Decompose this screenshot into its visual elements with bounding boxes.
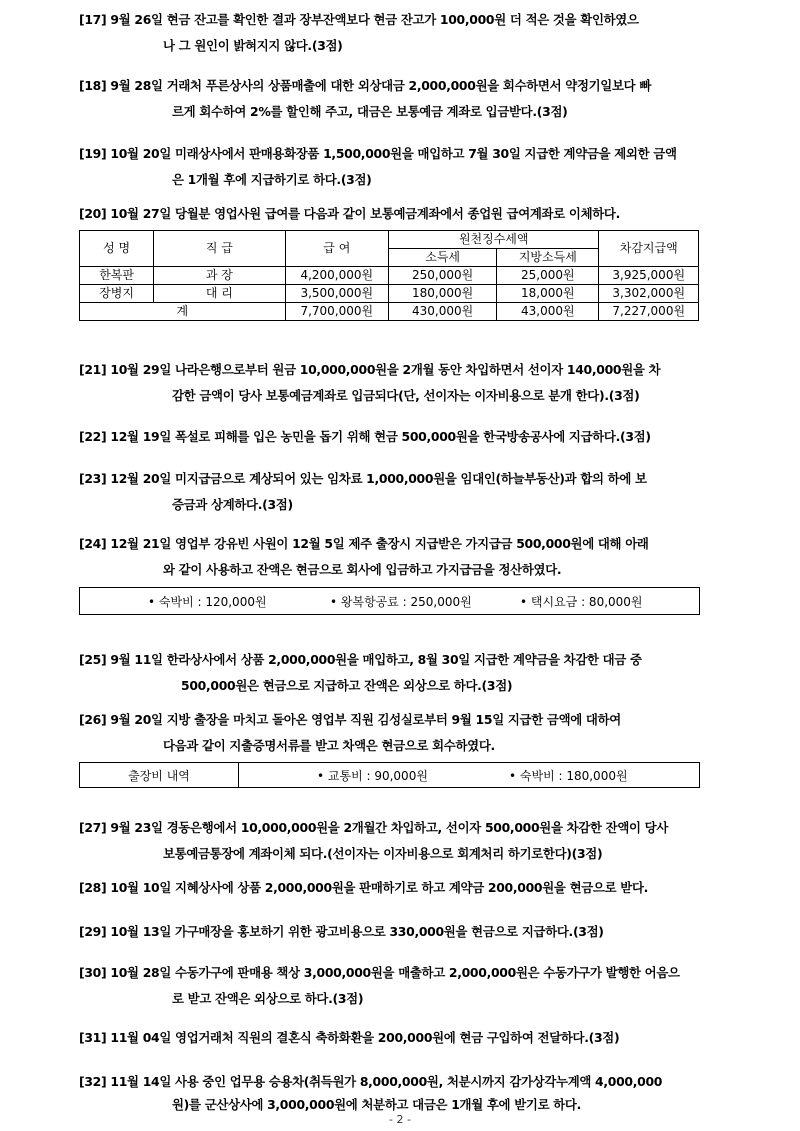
question-text-line2: 500,000원은 현금으로 지급하고 잔액은 외상으로 하다.(3점): [181, 678, 513, 693]
question-text-line1: 12월 21일 영업부 강유빈 사원이 12월 5일 제주 출장시 지급받은 가지급금 500,000원에 대해 아래: [110, 536, 649, 551]
header-pay: 급 여: [285, 231, 388, 267]
cell-income-tax: 180,000원: [389, 285, 497, 303]
total-income-tax: 430,000원: [389, 303, 497, 321]
question-23: [79, 466, 726, 518]
question-number: [20]: [79, 206, 107, 221]
question-number: [32]: [79, 1074, 107, 1089]
cell-pay: 3,500,000원: [285, 285, 388, 303]
cell-net: 3,925,000원: [599, 267, 699, 285]
question-text-line2: 은 1개월 후에 지급하기로 하다.(3점): [172, 172, 372, 187]
total-local-tax: 43,000원: [497, 303, 599, 321]
question-19: [79, 141, 726, 193]
cell-position: 과 장: [154, 267, 285, 285]
question-17: [79, 7, 726, 59]
question-27: [79, 815, 726, 867]
question-number: [23]: [79, 471, 107, 486]
question-text-line1: 10월 20일 미래상사에서 판매용화장품 1,500,000원을 매입하고 7월 30일 지급한 계약금을 제외한 금액: [110, 146, 677, 161]
expense-item: • 왕복항공료 : 250,000원: [330, 594, 472, 609]
question-number: [28]: [79, 880, 107, 895]
header-withholding: 원천징수세액: [389, 231, 599, 249]
question-25: [79, 647, 726, 699]
question-number: [22]: [79, 429, 107, 444]
question-text-line2: 다음과 같이 지출증명서류를 받고 차액은 현금으로 회수하였다.: [163, 738, 495, 753]
question-21: [79, 357, 726, 409]
question-text-line1: 9월 23일 경동은행에서 10,000,000원을 2개월간 차입하고, 선이자 500,000원을 차감한 잔액이 당사: [110, 820, 669, 835]
salary-table: [79, 230, 699, 321]
question-text-line2: 원)를 군산상사에 3,000,000원에 처분하고 대금은 1개월 후에 받기로 하다.: [172, 1097, 581, 1112]
question-number: [29]: [79, 924, 107, 939]
question-text-line1: 12월 19일 폭설로 피해를 입은 농민을 돕기 위해 현금 500,000원을 한국방송공사에 지급하다.(3점): [110, 429, 651, 444]
question-29: [79, 919, 726, 945]
question-text-line1: 12월 20일 미지급금으로 계상되어 있는 임차료 1,000,000원을 임대인(하늘부동산)과 합의 하에 보: [110, 471, 647, 486]
cell-income-tax: 250,000원: [389, 267, 497, 285]
expense-box-24: [79, 587, 700, 615]
cell-position: 대 리: [154, 285, 285, 303]
question-number: [17]: [79, 12, 107, 27]
question-number: [26]: [79, 712, 107, 727]
expense-box-26: [79, 762, 700, 788]
question-text-line1: 9월 28일 거래처 푸른상사의 상품매출에 대한 외상대금 2,000,000원을 회수하면서 약정기일보다 빠: [110, 78, 651, 93]
question-text-line1: 11월 14일 사용 중인 업무용 승용차(취득원가 8,000,000원, 처분시까지 감가상각누계액 4,000,000: [110, 1074, 663, 1089]
question-number: [30]: [79, 965, 107, 980]
question-31: [79, 1025, 726, 1051]
question-text-line2: 로 받고 잔액은 외상으로 하다.(3점): [172, 991, 364, 1006]
total-label: 계: [80, 303, 286, 321]
question-18: [79, 73, 726, 125]
page-number: - 2 -: [389, 1113, 411, 1126]
cell-net: 3,302,000원: [599, 285, 699, 303]
question-text-line2: 감한 금액이 당사 보통예금계좌로 입금되다(단, 선이자는 이자비용으로 분개 한다).(3점): [172, 388, 640, 403]
question-28: [79, 875, 726, 901]
question-text-line1: 10월 10일 지혜상사에 상품 2,000,000원을 판매하기로 하고 계약금 200,000원을 현금으로 받다.: [110, 880, 649, 895]
question-22: [79, 424, 726, 450]
question-number: [27]: [79, 820, 107, 835]
question-text-line1: 9월 26일 현금 잔고를 확인한 결과 장부잔액보다 현금 잔고가 100,000원 더 적은 것을 확인하였으: [110, 12, 639, 27]
cell-local-tax: 25,000원: [497, 267, 599, 285]
question-text-line2: 르게 회수하여 2%를 할인해 주고, 대금은 보통예금 계좌로 입금받다.(3점): [172, 104, 568, 119]
header-position: 직 급: [154, 231, 285, 267]
header-local-tax: 지방소득세: [497, 249, 599, 267]
header-income-tax: 소득세: [389, 249, 497, 267]
header-name: 성 명: [80, 231, 154, 267]
question-text-line1: 10월 27일 당월분 영업사원 급여를 다음과 같이 보통예금계좌에서 종업원 급여계좌로 이체하다.: [110, 206, 620, 221]
question-text-line1: 10월 29일 나라은행으로부터 원금 10,000,000원을 2개월 동안 차입하면서 선이자 140,000원을 차: [110, 362, 661, 377]
question-number: [25]: [79, 652, 107, 667]
header-net: 차감지급액: [599, 231, 699, 267]
question-number: [18]: [79, 78, 107, 93]
table-total-row: [80, 303, 699, 321]
question-number: [19]: [79, 146, 107, 161]
table-row: [80, 285, 699, 303]
question-text-line2: 와 같이 사용하고 잔액은 현금으로 회사에 입금하고 가지급금을 정산하였다.: [163, 562, 562, 577]
table-row: [80, 267, 699, 285]
question-30: [79, 960, 726, 1012]
expense-box-label: 출장비 내역: [128, 768, 190, 783]
question-text-line1: 10월 13일 가구매장을 홍보하기 위한 광고비용으로 330,000원을 현금으로 지급하다.(3점): [110, 924, 604, 939]
question-number: [24]: [79, 536, 107, 551]
expense-item: • 교통비 : 90,000원: [317, 768, 428, 783]
total-pay: 7,700,000원: [285, 303, 388, 321]
question-text-line2: 보통예금통장에 계좌이체 되다.(선이자는 이자비용으로 회계처리 하기로한다)(3점): [163, 846, 603, 861]
expense-item: • 숙박비 : 120,000원: [148, 594, 267, 609]
question-32: [79, 1069, 726, 1115]
cell-local-tax: 18,000원: [497, 285, 599, 303]
question-text-line1: 11월 04일 영업거래처 직원의 결혼식 축하화환을 200,000원에 현금 구입하여 전달하다.(3점): [110, 1030, 620, 1045]
cell-name: 장병지: [80, 285, 154, 303]
question-24: [79, 531, 726, 583]
expense-item: • 숙박비 : 180,000원: [509, 768, 628, 783]
question-number: [21]: [79, 362, 107, 377]
total-net: 7,227,000원: [599, 303, 699, 321]
question-number: [31]: [79, 1030, 107, 1045]
question-text-line1: 9월 11일 한라상사에서 상품 2,000,000원을 매입하고, 8월 30일 지급한 계약금을 차감한 대금 중: [110, 652, 642, 667]
question-20: [79, 201, 726, 227]
question-text-line1: 9월 20일 지방 출장을 마치고 돌아온 영업부 직원 김성실로부터 9월 15일 지급한 금액에 대하여: [110, 712, 621, 727]
expense-item: • 택시요금 : 80,000원: [520, 594, 643, 609]
question-text-line2: 나 그 원인이 밝혀지지 않다.(3점): [163, 38, 343, 53]
question-text-line2: 증금과 상계하다.(3점): [172, 497, 293, 512]
cell-name: 한복판: [80, 267, 154, 285]
question-26: [79, 707, 726, 759]
box-divider: [238, 763, 239, 787]
cell-pay: 4,200,000원: [285, 267, 388, 285]
question-text-line1: 10월 28일 수동가구에 판매용 책상 3,000,000원을 매출하고 2,000,000원은 수동가구가 발행한 어음으: [110, 965, 680, 980]
